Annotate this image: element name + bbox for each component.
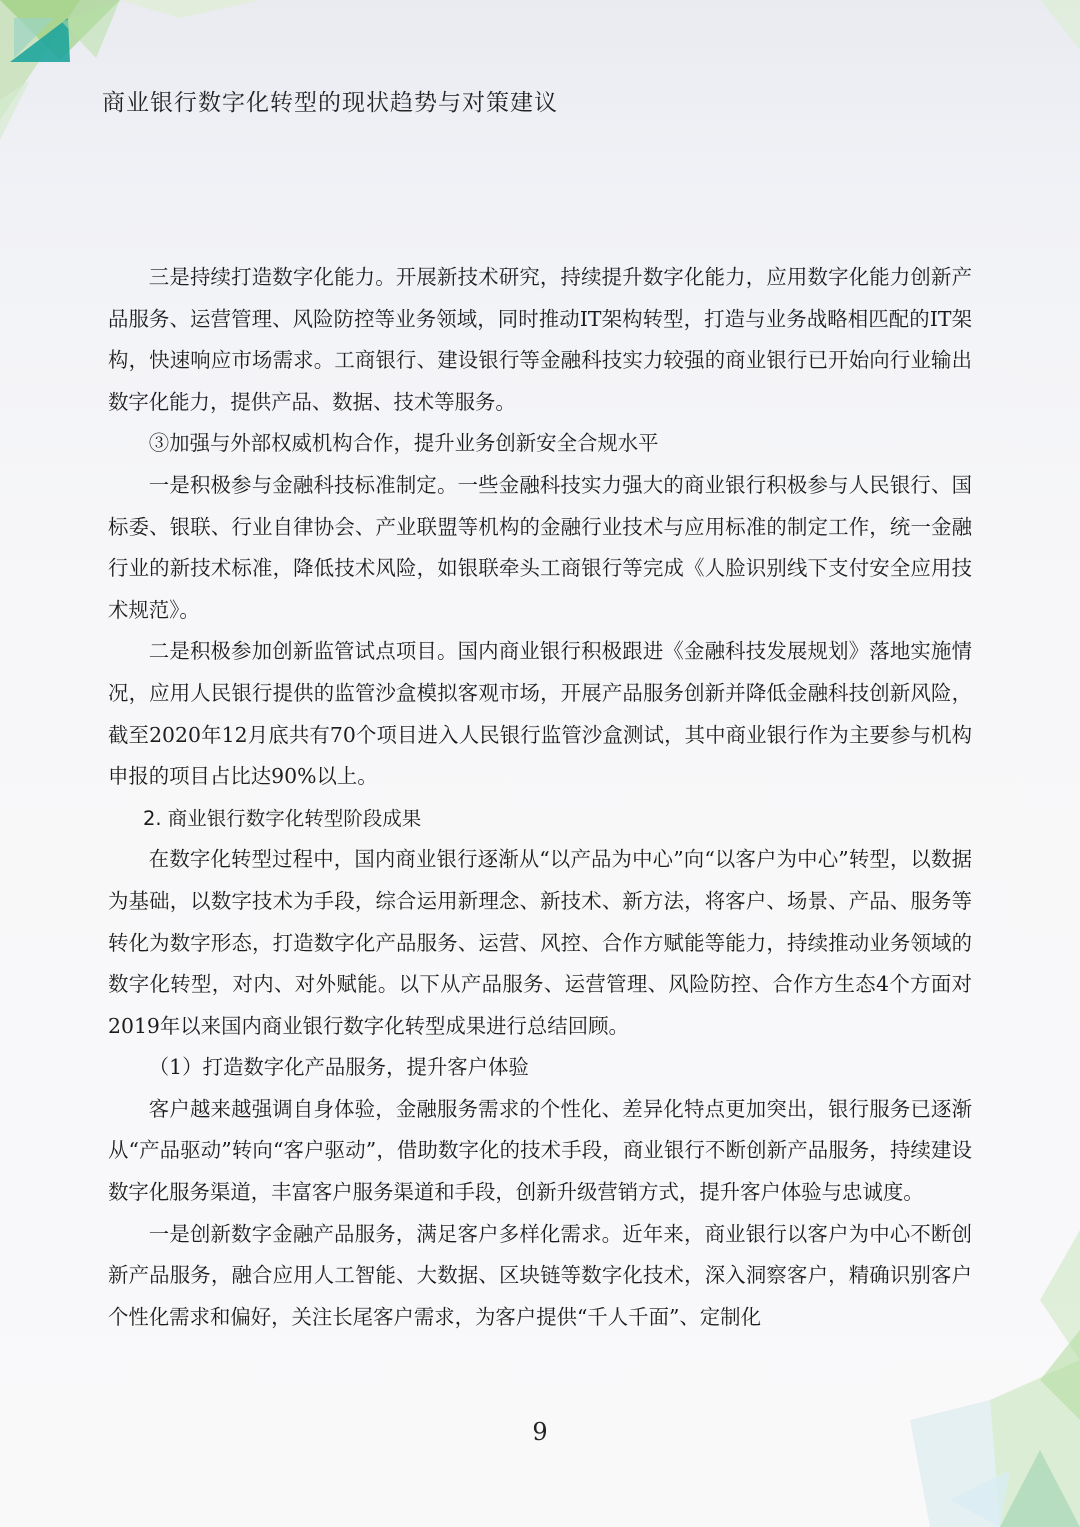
running-header-title: 商业银行数字化转型的现状趋势与对策建议: [102, 90, 558, 116]
paragraph-sandbox-pilot: 二是积极参加创新监管试点项目。国内商业银行积极跟进《金融科技发展规划》落地实施情况，应用人民银行提供的监管沙盒模拟客观市场，开展产品服务创新并降低金融科技创新风险，截至2020年12月底共有70个项目进入人民银行监管沙盒测试，其中商业银行作为主要参与机构申报的项目占比达90%以上。: [108, 639, 972, 789]
subheading-product-services: （1）打造数字化产品服务，提升客户体验: [148, 1055, 529, 1080]
document-body: [108, 257, 972, 1338]
paragraph-product-innovation: 一是创新数字金融产品服务，满足客户多样化需求。近年来，商业银行以客户为中心不断创新产品服务，融合应用人工智能、大数据、区块链等数字化技术，深入洞察客户，精确识别客户个性化需求和偏好，关注长尾客户需求，为客户提供“千人千面”、定制化: [108, 1221, 972, 1329]
paragraph-digital-capability: 三是持续打造数字化能力。开展新技术研究，持续提升数字化能力，应用数字化能力创新产品服务、运营管理、风险防控等业务领域，同时推动IT架构转型，打造与业务战略相匹配的IT架构，快速响应市场需求。工商银行、建设银行等金融科技实力较强的商业银行已开始向行业输出数字化能力，提供产品、数据、技术等服务。: [108, 265, 972, 414]
section-heading-stage-results: 2. 商业银行数字化转型阶段成果: [143, 806, 422, 830]
subheading-external-cooperation: ③加强与外部权威机构合作，提升业务创新安全合规水平: [148, 431, 659, 456]
page-number: 9: [532, 1418, 548, 1446]
paragraph-customer-experience: 客户越来越强调自身体验，金融服务需求的个性化、差异化特点更加突出，银行服务已逐渐从“产品驱动”转向“客户驱动”，借助数字化的技术手段，商业银行不断创新产品服务，持续建设数字化服务渠道，丰富客户服务渠道和手段，创新升级营销方式，提升客户体验与忠诚度。: [108, 1096, 972, 1205]
paragraph-standards: 一是积极参与金融科技标准制定。一些金融科技实力强大的商业银行积极参与人民银行、国标委、银联、行业自律协会、产业联盟等机构的金融行业技术与应用标准的制定工作，统一金融行业的新技术标准，降低技术风险，如银联牵头工商银行等完成《人脸识别线下支付安全应用技术规范》。: [108, 472, 972, 622]
paragraph-transformation-overview: 在数字化转型过程中，国内商业银行逐渐从“以产品为中心”向“以客户为中心”转型，以数据为基础，以数字技术为手段，综合运用新理念、新技术、新方法，将客户、场景、产品、服务等转化为数字形态，打造数字化产品服务、运营、风控、合作方赋能等能力，持续推动业务领域的数字化转型，对内、对外赋能。以下从产品服务、运营管理、风险防控、合作方生态4个方面对2019年以来国内商业银行数字化转型成果进行总结回顾。: [108, 847, 972, 1038]
